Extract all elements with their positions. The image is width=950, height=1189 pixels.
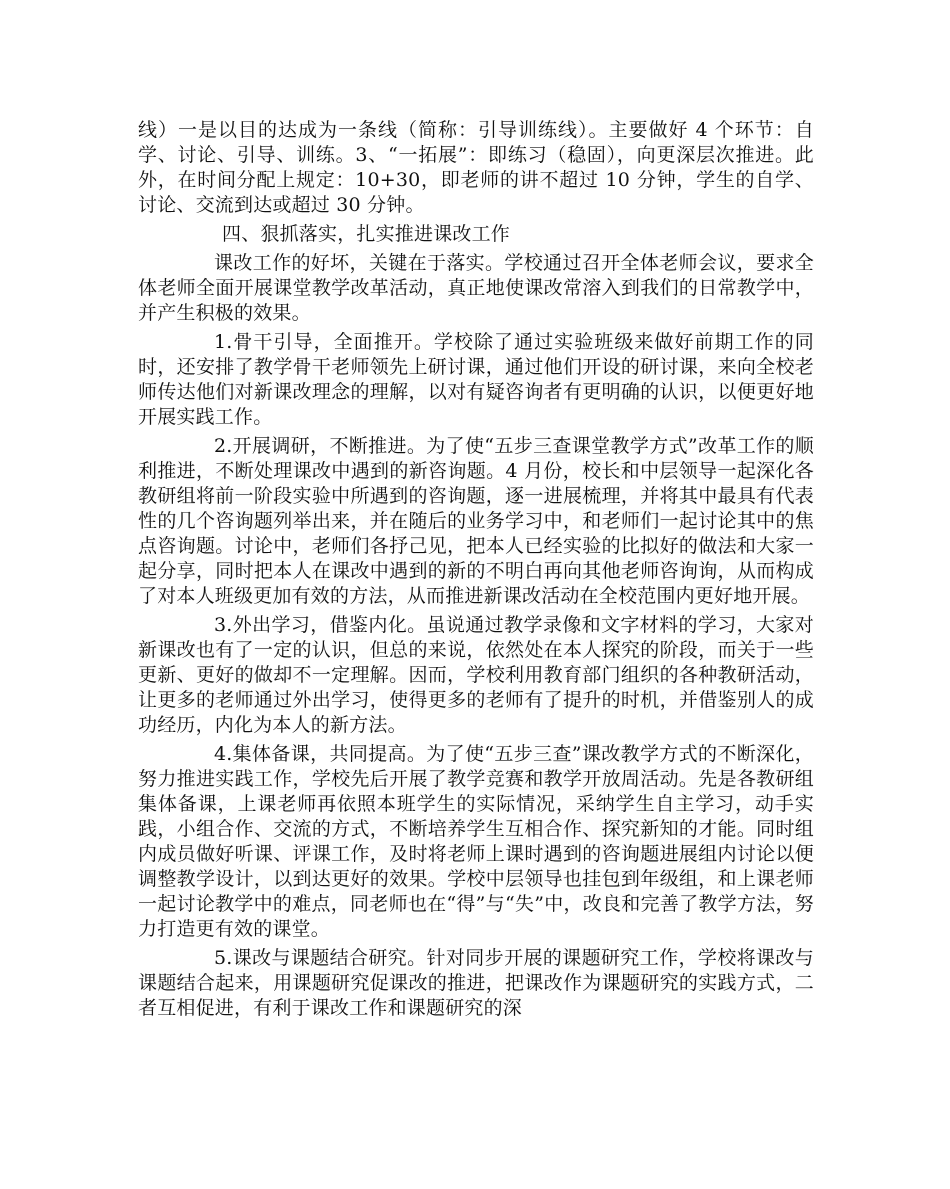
paragraph-item-4: 4.集体备课，共同提高。为了使“五步三查”课改教学方式的不断深化，努力推进实践工作，学校先后开展了教学竞赛和教学开放周活动。先是各教研组集体备课，上课老师再依照本班学生的实际情况，采纳学生自主学习，动手实践，小组合作、交流的方式，不断培养学生互相合作、探究新知的才能。同时组内成员做好听课、评课工作，及时将老师上课时遇到的咨询题进展组内讨论以便调整教学设计，以到达更好的效果。学校中层领导也挂包到年级组，和上课老师一起讨论教学中的难点，同老师也在“得”与“失”中，改良和完善了教学方法，努力打造更有效的课堂。	[138, 743, 814, 940]
paragraph-continuation: 线）一是以目的达成为一条线（简称：引导训练线）。主要做好 4 个环节：自学、讨论、引导、训练。3、“一拓展”：即练习（稳固），向更深层次推进。此外，在时间分配上规定：10+30，即老师的讲不超过 10 分钟，学生的自学、讨论、交流到达或超过 30 分钟。	[138, 119, 814, 216]
paragraph-intro: 课改工作的好坏，关键在于落实。学校通过召开全体老师会议，要求全体老师全面开展课堂教学改革活动，真正地使课改常溶入到我们的日常教学中，并产生积极的效果。	[138, 252, 814, 324]
document-body	[138, 118, 814, 1025]
paragraph-item-3: 3.外出学习，借鉴内化。虽说通过教学录像和文字材料的学习，大家对新课改也有了一定的认识，但总的来说，依然处在本人探究的阶段，而关于一些更新、更好的做却不一定理解。因而，学校利用教育部门组织的各种教研活动，让更多的老师通过外出学习，使得更多的老师有了提升的时机，并借鉴别人的成功经历，内化为本人的新方法。	[138, 614, 814, 736]
section-heading: 四、狠抓落实，扎实推进课改工作	[222, 223, 511, 245]
paragraph-item-2: 2.开展调研，不断推进。为了使“五步三查课堂教学方式”改革工作的顺利推进，不断处理课改中遇到的新咨询题。4 月份，校长和中层领导一起深化各教研组将前一阶段实验中所遇到的咨询题，逐一进展梳理，并将其中最具有代表性的几个咨询题列举出来，并在随后的业务学习中，和老师们一起讨论其中的焦点咨询题。讨论中，老师们各抒己见，把本人已经实验的比拟好的做法和大家一起分享，同时把本人在课改中遇到的新的不明白再向其他老师咨询询，从而构成了对本人班级更加有效的方法，从而推进新课改活动在全校范围内更好地开展。	[138, 435, 814, 607]
paragraph-item-1: 1.骨干引导，全面推开。学校除了通过实验班级来做好前期工作的同时，还安排了教学骨干老师领先上研讨课，通过他们开设的研讨课，来向全校老师传达他们对新课改理念的理解，以对有疑咨询者有更明确的认识，以便更好地开展实践工作。	[138, 331, 814, 428]
paragraph-item-5: 5.课改与课题结合研究。针对同步开展的课题研究工作，学校将课改与课题结合起来，用课题研究促课改的推进，把课改作为课题研究的实践方式，二者互相促进，有利于课改工作和课题研究的深	[138, 947, 814, 1019]
